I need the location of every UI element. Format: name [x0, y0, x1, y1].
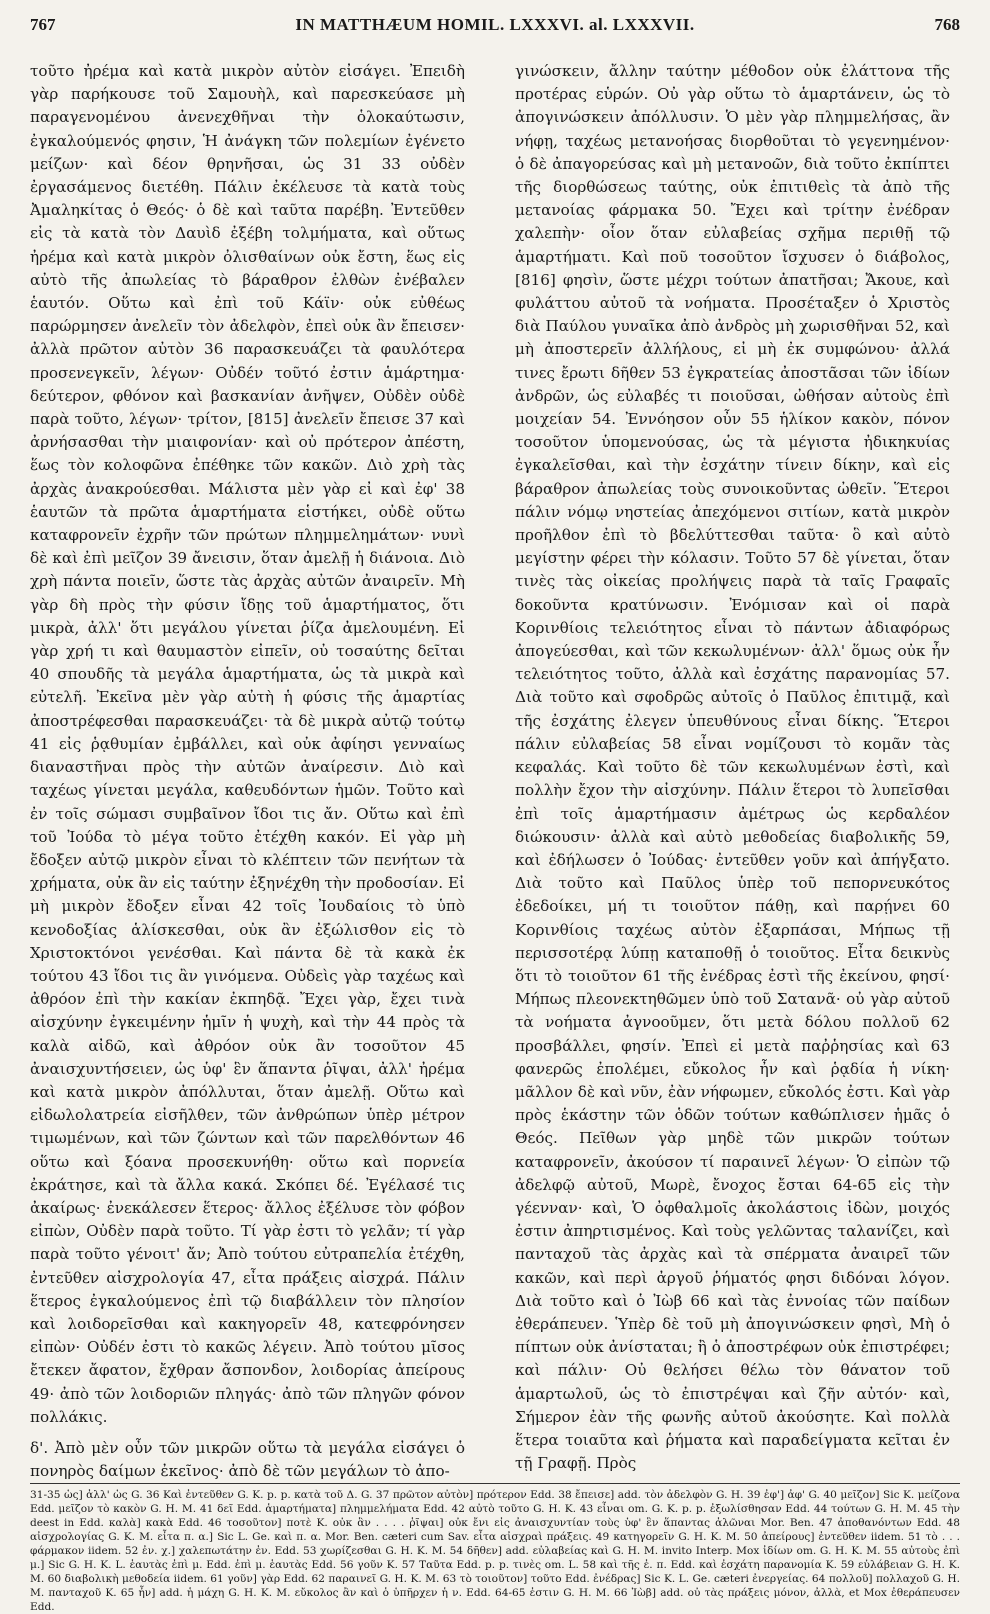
page-number-left: 767 [30, 15, 56, 34]
running-header [30, 8, 960, 42]
left-paragraph-2: δ'. Ἀπὸ μὲν οὖν τῶν μικρῶν οὕτω τὰ μεγάλα εἰσάγει ὁ πονηρὸς δαίμων ἐκεῖνος· ἀπὸ δὲ τῶν μεγάλων τὸ ἀπο- [30, 1438, 465, 1481]
right-column [515, 60, 950, 1475]
left-paragraph-1: τοῦτο ἠρέμα καὶ κατὰ μικρὸν αὐτὸν εἰσάγει. Ἐπειδὴ γὰρ παρήκουσε τοῦ Σαμουὴλ, καὶ παρεσκεύασε μὴ παραγενομένου ἀνενεχθῆναι τὴν ὁλοκαύτωσιν, ἐγκαλούμενός φησιν, Ἡ ἀνάγκη τῶν πολεμίων ἐγένετο μείζων· καὶ δέον θρηνῆσαι, ὡς 31 33 οὐδὲν ἐργασάμενος διετέθη. Πάλιν ἐκέλευσε τὰ κατὰ τοὺς Ἀμαληκίτας ὁ Θεός· ὁ δὲ καὶ ταῦτα παρέβη. Ἐντεῦθεν εἰς τὰ κατὰ τὸν Δαυὶδ ἐξέβη τολμήματα, καὶ οὕτως ἠρέμα καὶ κατὰ μικρὸν ὀλισθαίνων οὐκ ἔστη, ἕως εἰς αὐτὸ τῆς ἀπωλείας τὸ βάραθρον ἐλθὼν ἐνέβαλεν ἑαυτόν. Οὕτω καὶ ἐπὶ τοῦ Κάϊν· οὐκ εὐθέως παρώρμησεν ἀνελεῖν τὸν ἀδελφὸν, ἐπεὶ οὐκ ἂν ἔπεισεν· ἀλλὰ πρῶτον αὐτὸν 36 παρασκευάζει τὰ φαυλότερα προσενεγκεῖν, λέγων· Οὐδέν τοῦτό ἐστιν ἁμάρτημα· δεύτερον, φθόνον καὶ βασκανίαν ἀνῆψεν, Οὐδὲν οὐδὲ παρὰ τοῦτο, λέγων· τρίτον, [815] ἀνελεῖν ἔπεισε 37 καὶ ἀρνήσασθαι τὴν μιαιφονίαν· καὶ οὐ πρότερον ἀπέστη, ἕως τὸν κολοφῶνα ἐπέθηκε τῶν κακῶν. Διὸ χρὴ τὰς ἀρχὰς ἀνακρούεσθαι. Μάλιστα μὲν γὰρ εἰ καὶ ἐφ' 38 ἑαυτῶν τὰ πρῶτα ἁμαρτήματα εἱστήκει, οὐδὲ οὕτω καταφρονεῖν ἐχρῆν τῶν πρώτων πλημμελημάτων· νυνὶ δὲ καὶ ἐπὶ μεῖζον 39 ἄνεισιν, ὅταν ἀμελῇ ἡ διάνοια. Διὸ χρὴ πάντα ποιεῖν, ὥστε τὰς ἀρχὰς αὐτῶν ἀναιρεῖν. Μὴ γὰρ δὴ πρὸς τὴν φύσιν ἴδῃς τοῦ ἁμαρτήματος, ὅτι μικρὰ, ἀλλ' ὅτι μεγάλου γίνεται ῥίζα ἀμελουμένη. Εἰ γὰρ χρή τι καὶ θαυμαστὸν εἰπεῖν, οὐ τοσαύτης δεῖται 40 σπουδῆς τὰ μεγάλα ἁμαρτήματα, ὡς τὰ μικρὰ καὶ εὐτελῆ. Ἐκεῖνα μὲν γὰρ αὐτὴ ἡ φύσις τῆς ἁμαρτίας ἀποστρέφεσθαι παρασκευάζει· τὰ δὲ μικρὰ αὐτῷ τούτῳ 41 εἰς ῥᾳθυμίαν ἐμβάλλει, καὶ οὐκ ἀφίησι γενναίως διαναστῆναι πρὸς τὴν αὐτῶν ἀναίρεσιν. Διὸ καὶ ταχέως γίνεται μεγάλα, καθευδόντων ἡμῶν. Τοῦτο καὶ ἐν τοῖς σώμασι συμβαῖνον ἴδοι τις ἄν. Οὕτω καὶ ἐπὶ τοῦ Ἰούδα τὸ μέγα τοῦτο ἐτέχθη κακόν. Εἰ γὰρ μὴ ἔδοξεν αὐτῷ μικρὸν εἶναι τὸ κλέπτειν τῶν πενήτων τὰ χρήματα, οὐκ ἂν εἰς ταύτην ἐξηνέχθη τὴν προδοσίαν. Εἰ μὴ μικρὸν ἔδοξεν εἶναι 42 τοῖς Ἰουδαίοις τὸ ὑπὸ κενοδοξίας ἁλίσκεσθαι, οὐκ ἂν ἐξώλισθον εἰς τὸ Χριστοκτόνοι γενέσθαι. Καὶ πάντα δὲ τὰ κακὰ ἐκ τούτου 43 ἴδοι τις ἂν γινόμενα. Οὐδεὶς γὰρ ταχέως καὶ ἀθρόον ἐπὶ τὴν κακίαν ἐκπηδᾷ. Ἔχει γὰρ, ἔχει τινὰ αἰσχύνην ἐγκειμένην ἡμῖν ἡ ψυχὴ, καὶ τὴν 44 πρὸς τὰ καλὰ αἰδῶ, καὶ ἀθρόον οὐκ ἂν τοσοῦτον 45 ἀναισχυντήσειεν, ὡς ὑφ' ἓν ἅπαντα ῥῖψαι, ἀλλ' ἠρέμα καὶ κατὰ μικρὸν ἀπόλλυται, ὅταν ἀμελῇ. Οὕτω καὶ εἰδωλολατρεία εἰσῆλθεν, τῶν ἀνθρώπων ὑπὲρ μέτρον τιμωμένων, καὶ τῶν ζώντων καὶ τῶν παρελθόντων 46 οὕτω καὶ ξόανα προσεκυνήθη· οὕτω καὶ πορνεία ἐκράτησε, καὶ τὰ ἄλλα κακά. Σκόπει δέ. Ἐγέλασέ τις ἀκαίρως· ἐνεκάλεσεν ἕτερος· ἄλλος ἐξέλυσε τὸν φόβον εἰπὼν, Οὐδὲν παρὰ τοῦτο. Τί γὰρ ἐστι τὸ γελᾶν; τί γὰρ παρὰ τοῦτο γένοιτ' ἄν; Ἀπὸ τούτου εὐτραπελία ἐτέχθη, ἐντεῦθεν αἰσχρολογία 47, εἶτα πράξεις αἰσχρά. Πάλιν ἕτερος ἐγκαλούμενος ἐπὶ τῷ διαβάλλειν τὸν πλησίον καὶ λοιδορεῖσθαι καὶ κακηγορεῖν 48, κατεφρόνησεν εἰπὼν· Οὐδέν ἐστι τὸ κακῶς λέγειν. Ἀπὸ τούτου μῖσος ἔτεκεν ἄφατον, ἔχθραν ἄσπονδον, λοιδορίας ἀπείρους 49· ἀπὸ τῶν λοιδοριῶν πληγάς· ἀπὸ τῶν πληγῶν φόνον πολλάκις. [30, 62, 465, 1426]
left-column [30, 60, 465, 1481]
page-number-right: 768 [934, 15, 960, 34]
footnotes: 31-35 ὡς] ἀλλ' ὡς G. 36 Καὶ ἐντεῦθεν G. K. p. p. κατὰ τοῦ Δ. G. 37 πρῶτον αὐτὸν] πρότερον Edd. 38 ἔπεισε] add. τὸν ἀδελφὸν G. H. 39 ἐφ'] ἀφ' G. 40 μεῖζον] Sic K. μείζονα Edd. μεῖζον τὸ κακὸν G. H. M. 41 δεῖ Edd. ἁμαρτήματα] πλημμελήματα Edd. 42 αὐτὸ τοῦτο G. H. K. 43 εἶναι om. G. K. p. p. ἐξωλίσθησαν Edd. 44 τούτων G. H. M. 45 τὴν deest in Edd. καλὰ] κακὰ Edd. 46 τοσοῦτον] ποτὲ K. οὐκ ἂν . . . . ῥῖψαι] οὐκ ἔνι εἰς ἀναισχυντίαν τοὺς ὑφ' ἓν ἅπαντας ἀλῶναι Mor. Ben. 47 ἀποθανόντων Edd. 48 αἰσχρολογίας G. K. M. εἶτα π. α.] Sic L. Ge. καὶ π. α. Mor. Ben. cæteri cum Sav. εἶτα αἰσχραὶ πράξεις. 49 κατηγορεῖν G. H. K. M. 50 ἀπείρους] ἐντεῦθεν iidem. 51 τὸ . . . φάρμακον iidem. 52 ἐν. χ.] χαλεπωτάτην ἐν. Edd. 53 χωρίζεσθαι G. H. K. M. 54 δῆθεν] add. εὐλαβείας καὶ G. H. M. invito Interp. Mox ἰδίων om. G. H. K. M. 55 αὐτοὺς ἐπὶ μ.] Sic G. H. K. L. ἑαυτὰς ἐπὶ μ. Edd. ἐπὶ μ. ἑαυτὰς Edd. 56 γοῦν K. 57 Ταῦτα Edd. p. p. τινὲς om. L. 58 καὶ τῆς ἐ. π. Edd. καὶ ἐσχάτη παρανομία K. 59 εὐλάβειαν G. H. K. M. 60 διαβολικὴ μεθοδεία iidem. 61 γοῦν] γὰρ Edd. 62 παραινεῖ G. H. K. M. 63 τὸ τοιοῦτον] τοῦτο Edd. ἐνέδρας] Sic K. L. Ge. cæteri ἐνεργείας. 64 πολλοῦ] πολλαχοῦ G. H. M. πανταχοῦ K. 65 ἦν] add. ἡ μάχη G. H. K. M. εὔκολος ἂν καὶ ὁ ὑπῆρχεν ἡ ν. Edd. 64-65 ἐστιν G. H. M. 66 Ἰὼβ] add. οὐ τὰς πράξεις μόνον, ἀλλὰ, et Mox ἐθεράπευσεν Edd. [30, 1489, 960, 1613]
footnote-divider [30, 1483, 960, 1484]
right-paragraph-1: γινώσκειν, ἄλλην ταύτην μέθοδον οὐκ ἐλάττονα τῆς προτέρας εὑρών. Οὐ γὰρ οὕτω τὸ ἁμαρτάνειν, ὡς τὸ ἀπογινώσκειν ἀπόλλυσιν. Ὁ μὲν γὰρ πλημμελήσας, ἂν νήφῃ, ταχέως μετανοήσας διορθοῦται τὸ γεγενημένον· ὁ δὲ ἀπαγορεύσας καὶ μὴ μετανοῶν, διὰ τοῦτο ἐκπίπτει τῆς διορθώσεως ταύτης, οὐκ ἐπιτιθεὶς τὰ ἀπὸ τῆς μετανοίας φάρμακα 50. Ἔχει καὶ τρίτην ἐνέδραν χαλεπὴν· οἷον ὅταν εὐλαβείας σχῆμα περιθῇ τῷ ἁμαρτήματι. Καὶ ποῦ τοσοῦτον ἴσχυσεν ὁ διάβολος, [816] φησὶν, ὥστε μέχρι τούτων ἀπατῆσαι; Ἄκουε, καὶ φυλάττου αὐτοῦ τὰ νοήματα. Προσέταξεν ὁ Χριστὸς διὰ Παύλου γυναῖκα ἀπὸ ἀνδρὸς μὴ χωρισθῆναι 52, καὶ μὴ ἀποστερεῖν ἀλλήλους, εἰ μὴ ἐκ συμφώνου· ἀλλά τινες ἔρωτι δῆθεν 53 ἐγκρατείας ἀποστᾶσαι τῶν ἰδίων ἀνδρῶν, ὡς εὐλαβές τι ποιοῦσαι, ὠθήσαν αὐτοὺς ἐπὶ μοιχείαν 54. Ἐννόησον οὖν 55 ἡλίκον κακὸν, πόνον τοσοῦτον ὑπομενούσας, ὡς τὰ μέγιστα ἠδικηκυίας ἐγκαλεῖσθαι, καὶ τὴν ἐσχάτην τίνειν δίκην, καὶ εἰς βάραθρον ἀπωλείας τοὺς συνοικοῦντας ὠθεῖν. Ἕτεροι πάλιν νόμῳ νηστείας ἀπεχόμενοι σιτίων, κατὰ μικρὸν προῆλθον ἐπὶ τὸ βδελύττεσθαι ταῦτα· ὃ καὶ αὐτὸ μεγίστην φέρει τὴν κόλασιν. Τοῦτο 57 δὲ γίνεται, ὅταν τινὲς τὰς οἰκείας προλήψεις παρὰ τὰ ταῖς Γραφαῖς δοκοῦντα κρατύνωσιν. Ἐνόμισαν καὶ οἱ παρὰ Κορινθίοις τελειότητος εἶναι τὸ πάντων ἀδιαφόρως ἀπογεύεσθαι, καὶ τῶν κεκωλυμένων· ἀλλ' ὅμως οὐκ ἦν τελειότητος τοῦτο, ἀλλὰ καὶ ἐσχάτης παρανομίας 57. Διὰ τοῦτο καὶ σφοδρῶς αὐτοῖς ὁ Παῦλος ἐπιτιμᾷ, καὶ τῆς ἐσχάτης ἐλεγεν ὑπευθύνους εἶναι δίκης. Ἕτεροι πάλιν εὐλαβείας 58 εἶναι νομίζουσι τὸ κομᾶν τὰς κεφαλάς. Καὶ τοῦτο δὲ τῶν κεκωλυμένων ἐστὶ, καὶ πολλὴν ἔχον τὴν αἰσχύνην. Πάλιν ἕτεροι τὸ λυπεῖσθαι ἐπὶ τοῖς ἁμαρτήμασιν ἀμέτρως ὡς κερδαλέον διώκουσιν· ἀλλὰ καὶ αὐτὸ μεθοδείας διαβολικῆς 59, καὶ ἐδήλωσεν ὁ Ἰούδας· ἐντεῦθεν γοῦν καὶ ἀπήγξατο. Διὰ τοῦτο καὶ Παῦλος ὑπὲρ τοῦ πεπορνευκότος ἐδεδοίκει, μή τι τοιοῦτον πάθῃ, καὶ παρῄνει 60 Κορινθίοις ταχέως αὐτὸν ἐξαρπάσαι, Μήπως τῇ περισσοτέρᾳ λύπῃ καταποθῇ ὁ τοιοῦτος. Εἶτα δεικνὺς ὅτι τὸ τοιοῦτον 61 τῆς ἐνέδρας ἐστὶ τῆς ἐκείνου, φησί· Μήπως πλεονεκτηθῶμεν ὑπὸ τοῦ Σατανᾶ· οὐ γὰρ αὐτοῦ τὰ νοήματα ἀγνοοῦμεν, ὅτι μετὰ δόλου πολλοῦ 62 προσβάλλει, φησίν. Ἐπεὶ εἰ μετὰ παῤῥησίας καὶ 63 φανερῶς ἐπολέμει, εὔκολος ἦν καὶ ῥᾳδία ἡ νίκη· μᾶλλον δὲ καὶ νῦν, ἐὰν νήφωμεν, εὔκολός ἐστι. Καὶ γὰρ πρὸς ἑκάστην τῶν ὁδῶν τούτων καθώπλισεν ἡμᾶς ὁ Θεός. Πεῖθων γὰρ μηδὲ τῶν μικρῶν τούτων καταφρονεῖν, ἀκούσον τί παραινεῖ λέγων· Ὁ εἰπὼν τῷ ἀδελφῷ αὐτοῦ, Μωρὲ, ἔνοχος ἔσται 64-65 εἰς τὴν γέενναν· καὶ, Ὁ ὀφθαλμοῖς ἀκολάστοις ἰδὼν, μοιχός ἐστιν ἀπηρτισμένος. Καὶ τοὺς γελῶντας ταλανίζει, καὶ πανταχοῦ τὰς ἀρχὰς καὶ τὰ σπέρματα ἀναιρεῖ τῶν κακῶν, καὶ περὶ ἀργοῦ ῥήματός φησι διδόναι λόγον. Διὰ τοῦτο καὶ ὁ Ἰὼβ 66 καὶ τὰς ἐννοίας τῶν παίδων ἐθεράπευεν. Ὑπὲρ δὲ τοῦ μὴ ἀπογινώσκειν φησὶ, Μὴ ὁ πίπτων οὐκ ἀνίσταται; ἢ ὁ ἀποστρέφων οὐκ ἐπιστρέφει; καὶ πάλιν· Οὐ θελήσει θέλω τὸν θάνατον τοῦ ἁμαρτωλοῦ, ὡς τὸ ἐπιστρέψαι καὶ ζῆν αὐτόν· καὶ, Σήμερον ἐὰν τῆς φωνῆς αὐτοῦ ἀκούσητε. Καὶ πολλὰ ἕτερα τοιαῦτα καὶ ῥήματα καὶ παραδείγματα κεῖται ἐν τῇ Γραφῇ. Πρὸς [515, 62, 950, 1473]
running-title: IN MATTHÆUM HOMIL. LXXXVI. al. LXXXVII. [295, 15, 695, 34]
